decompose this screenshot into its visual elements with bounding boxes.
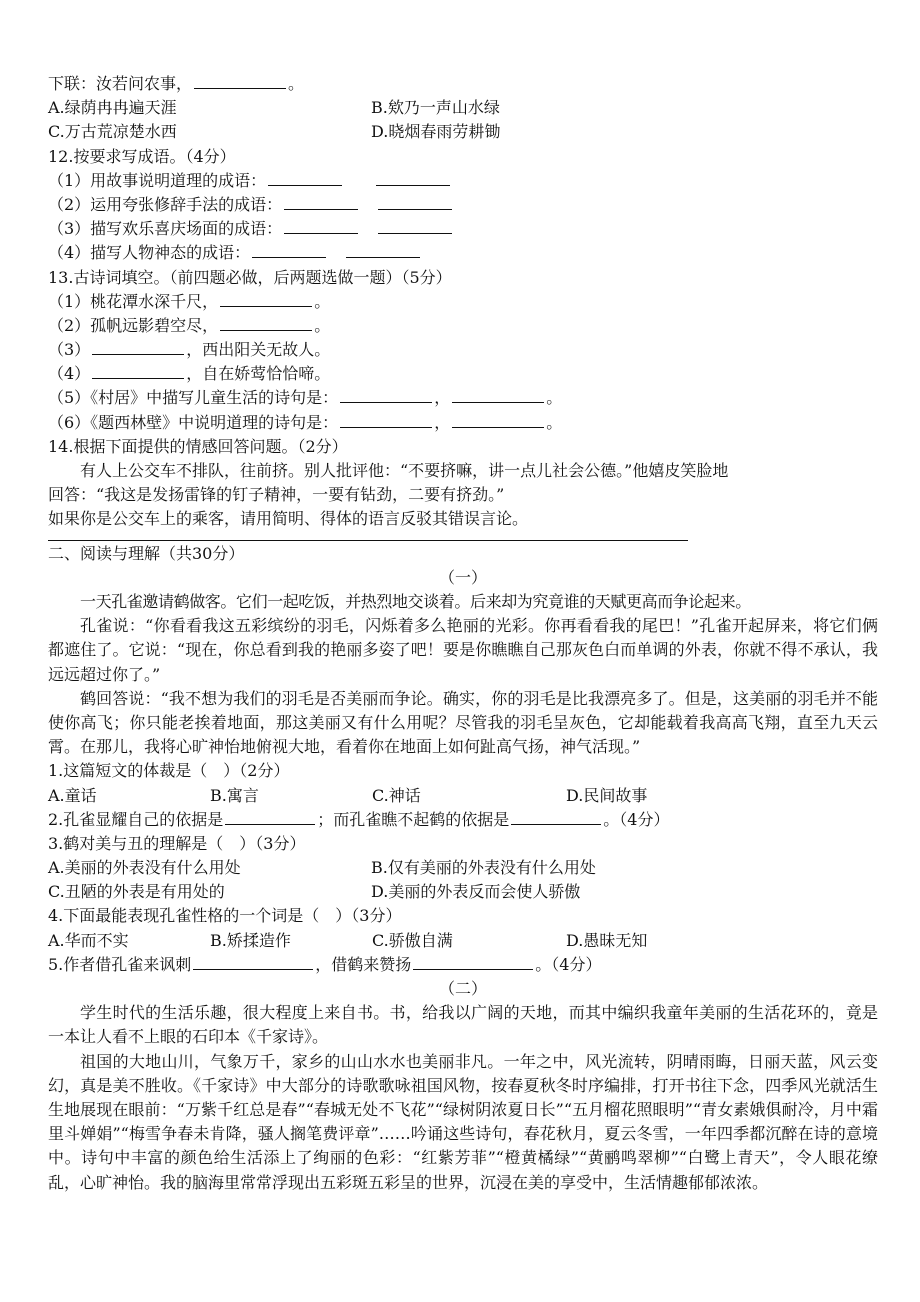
q11-end: 。 <box>288 74 305 93</box>
option-a[interactable]: A.童话 <box>48 785 97 805</box>
option-d[interactable]: D.美丽的外表反而会使人骄傲 <box>371 882 581 902</box>
option-c[interactable]: C.骄傲自满 <box>372 930 453 950</box>
rq5-text: ，借鹤来赞扬 <box>315 954 412 974</box>
answer-blank[interactable] <box>378 194 452 210</box>
q13-item-5 <box>48 386 878 410</box>
q13-item-6 <box>48 411 878 435</box>
rq5-text: 。（4分） <box>535 954 602 974</box>
section2-title: 二、阅读与理解（共30分） <box>48 543 245 563</box>
q11-text: 下联：汝若问农事， <box>48 74 193 93</box>
q13-item-1 <box>48 290 878 314</box>
option-a[interactable]: A.美丽的外表没有什么用处 <box>48 858 241 878</box>
q12-item-3 <box>48 217 878 241</box>
punct: 。 <box>546 388 563 408</box>
q12-item-label: （1）用故事说明道理的成语： <box>48 170 267 190</box>
rq3-options-row1 <box>48 856 878 880</box>
answer-blank[interactable] <box>220 291 312 307</box>
passage2-para-2: 祖国的大地山川，气象万千，家乡的山山水水也美丽非凡。一年之中，风光流转，阴晴雨晦，日丽天蓝，风云变幻，真是美不胜收。《千家诗》中大部分的诗歌歌咏祖国风物，按春夏秋冬时序编排，打开书往下念，四季风光就活生生地展现在眼前：“万紫千红总是春”“春城无处不飞花”“绿树阴浓夏日长”“五月榴花照眼明”“青女素娥俱耐冷，月中霜里斗婵娟”“梅雪争春未肯降，骚人搁笔费评章”……吟诵这些诗句，春花秋月，夏云冬雪，一年四季都沉醉在诗的意境中。诗句中丰富的颜色给生活添上了绚丽的色彩：“红紫芳菲”“橙黄橘绿”“黄鹂鸣翠柳”“白鹭上青天”，令人眼花缭乱，心旷神怡。我的脑海里常常浮现出五彩斑五彩呈的世界，沉浸在美的享受中，生活情趣郁郁浓浓。 <box>48 1051 878 1192</box>
rq1-options <box>48 784 878 808</box>
answer-blank[interactable] <box>376 170 450 186</box>
option-a[interactable]: A.华而不实 <box>48 930 129 950</box>
option-a[interactable]: A.绿荫冉冉遍天涯 <box>48 98 177 118</box>
rq3: 3.鹤对美与丑的理解是（ ）（3分） <box>48 833 306 853</box>
option-d[interactable]: D.愚昧无知 <box>566 930 648 950</box>
option-b[interactable]: B.欸乃一声山水绿 <box>371 98 500 118</box>
rq4-options <box>48 929 878 953</box>
exam-page <box>48 72 878 1195</box>
q13-title: 13.古诗词填空。（前四题必做，后两题选做一题）（5分） <box>48 267 452 287</box>
answer-blank[interactable] <box>511 809 601 825</box>
rq3-options-row2 <box>48 880 878 904</box>
passage1-para-3: 鹤回答说：“我不想为我们的羽毛是否美丽而争论。确实，你的羽毛是比我漂亮多了。但是，这美丽的羽毛并不能使你高飞；你只能老挨着地面，那这美丽又有什么用呢？尽管我的羽毛呈灰色，它却能载着我高高飞翔，直至九天云霄。在那儿，我将心旷神怡地俯视大地，看着你在地面上如何趾高气扬，神气活现。” <box>48 688 878 757</box>
q11-options-row2 <box>48 120 878 144</box>
q14-passage-2: 回答：“我这是发扬雷锋的钉子精神，一要有钻劲，二要有挤劲。” <box>48 485 505 505</box>
q12-item-1 <box>48 169 878 193</box>
rq2-text: 2.孔雀显耀自己的依据是 <box>48 809 224 829</box>
answer-blank[interactable] <box>220 315 312 331</box>
option-b[interactable]: B.寓言 <box>210 785 259 805</box>
option-c[interactable]: C.万古荒凉楚水西 <box>48 122 177 142</box>
q13-item-label: （4） <box>48 364 91 384</box>
q13-item-3 <box>48 338 878 362</box>
q12-title: 12.按要求写成语。（4分） <box>48 146 236 166</box>
rq5-text: 5.作者借孔雀来讽刺 <box>48 954 192 974</box>
q11-options-row1 <box>48 96 878 120</box>
passage1-para-1: 一天孔雀邀请鹤做客。它们一起吃饭，并热烈地交谈着。后来却为究竟谁的天赋更高而争论起来。 <box>80 591 751 611</box>
option-c[interactable]: C.丑陋的外表是有用处的 <box>48 882 225 902</box>
q11-line <box>48 72 878 96</box>
q13-item-label: （1）桃花潭水深千尺， <box>48 291 219 311</box>
answer-blank[interactable] <box>92 363 184 379</box>
answer-blank[interactable] <box>340 412 432 428</box>
q13-item-label: （6）《题西林壁》中说明道理的诗句是： <box>48 412 339 432</box>
rq2-text: 。（4分） <box>603 809 670 829</box>
option-b[interactable]: B.仅有美丽的外表没有什么用处 <box>371 858 596 878</box>
part2-heading: （二） <box>438 979 487 999</box>
q13-item-label: （3） <box>48 340 91 360</box>
option-c[interactable]: C.神话 <box>372 785 421 805</box>
answer-blank[interactable] <box>284 194 358 210</box>
q12-item-2 <box>48 193 878 217</box>
q14-passage-1: 有人上公交车不排队，往前挤。别人批评他：“不要挤嘛，讲一点儿社会公德。”他嬉皮笑脸地 <box>80 461 729 480</box>
passage1-para-2: 孔雀说：“你看看我这五彩缤纷的羽毛，闪烁着多么艳丽的光彩。你再看看我的尾巴！”孔雀开起屏来，将它们俩都遮住了。它说：“现在，你总看到我的艳丽多姿了吧！要是你瞧瞧自己那灰色白而单调的外表，你就不得不承认，我远远超过你了。” <box>48 616 878 684</box>
punct: ， <box>434 412 451 432</box>
q12-item-label: （3）描写欢乐喜庆场面的成语： <box>48 219 283 239</box>
answer-blank[interactable] <box>452 387 544 403</box>
rq1: 1.这篇短文的体裁是（ ）（2分） <box>48 761 290 781</box>
q12-item-4 <box>48 241 878 265</box>
q14-prompt: 如果你是公交车上的乘客，请用简明、得体的语言反驳其错误言论。 <box>48 509 529 529</box>
rq2-text: ；而孔雀瞧不起鹤的依据是 <box>317 809 510 829</box>
punct: 。 <box>314 291 331 311</box>
q13-item-text: ，西出阳关无故人。 <box>186 340 331 360</box>
q13-item-text: ，自在娇莺恰恰啼。 <box>186 364 331 384</box>
punct: ， <box>434 388 451 408</box>
q13-item-2 <box>48 314 878 338</box>
q13-item-4 <box>48 362 878 386</box>
answer-blank[interactable] <box>252 242 326 258</box>
punct: 。 <box>546 412 563 432</box>
q13-item-label: （2）孤帆远影碧空尽， <box>48 315 219 335</box>
answer-blank[interactable] <box>340 387 432 403</box>
answer-blank[interactable] <box>346 242 420 258</box>
passage2-para-1: 学生时代的生活乐趣，很大程度上来自书。书，给我以广阔的天地，而其中编织我童年美丽的生活花环的，竟是一本让人看不上眼的石印本《千家诗》。 <box>48 1003 878 1047</box>
answer-blank[interactable] <box>92 339 184 355</box>
answer-line[interactable] <box>48 540 688 541</box>
q12-item-label: （2）运用夸张修辞手法的成语： <box>48 194 283 214</box>
part1-heading: （一） <box>438 567 487 587</box>
option-d[interactable]: D.晓烟春雨劳耕锄 <box>371 122 501 142</box>
rq2 <box>48 808 878 832</box>
answer-blank[interactable] <box>378 218 452 234</box>
punct: 。 <box>314 315 331 335</box>
option-b[interactable]: B.矫揉造作 <box>210 930 291 950</box>
rq5 <box>48 953 878 977</box>
answer-blank[interactable] <box>225 809 315 825</box>
q14-title: 14.根据下面提供的情感回答问题。（2分） <box>48 436 348 456</box>
rq4: 4.下面最能表现孔雀性格的一个词是（ ）（3分） <box>48 906 402 926</box>
q12-item-label: （4）描写人物神态的成语： <box>48 243 251 263</box>
answer-blank[interactable] <box>268 170 342 186</box>
answer-blank[interactable] <box>194 73 286 89</box>
answer-blank[interactable] <box>193 954 313 970</box>
q13-item-label: （5）《村居》中描写儿童生活的诗句是： <box>48 388 339 408</box>
answer-blank[interactable] <box>452 412 544 428</box>
answer-blank[interactable] <box>284 218 358 234</box>
answer-blank[interactable] <box>413 954 533 970</box>
option-d[interactable]: D.民间故事 <box>566 785 648 805</box>
